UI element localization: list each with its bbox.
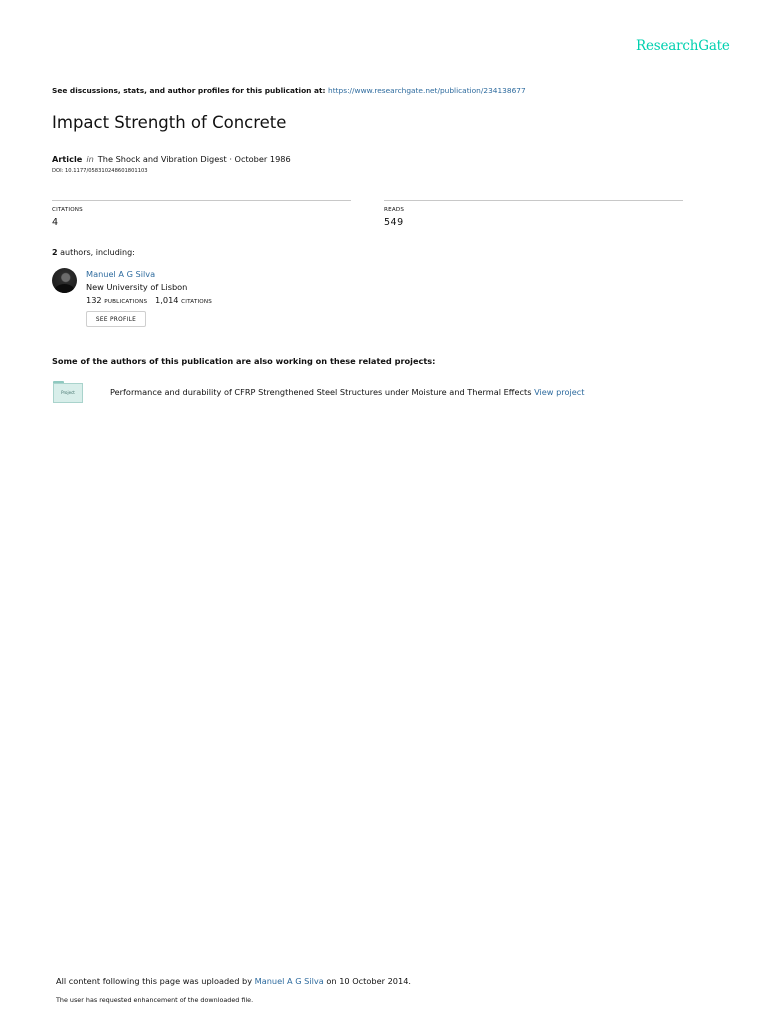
upload-prefix: All content following this page was uploaded by — [56, 976, 255, 986]
author-name-link[interactable]: Manuel A G Silva — [86, 269, 156, 279]
citations-divider — [52, 200, 351, 201]
avatar-silhouette — [55, 284, 74, 293]
project-title: Performance and durability of CFRP Strengthened Steel Structures under Moisture and Thermal Effects — [110, 387, 535, 397]
authors-count: 2 — [52, 248, 58, 257]
view-project-link[interactable]: View project — [534, 387, 585, 397]
project-item — [110, 387, 585, 397]
author-publications-label: PUBLICATIONS — [104, 299, 148, 305]
folder-label: Project — [53, 383, 83, 403]
author-publications-count: 132 — [86, 295, 102, 305]
in-label: in — [86, 154, 94, 164]
reads-label: READS — [384, 207, 405, 213]
upload-suffix: on 10 October 2014. — [323, 976, 412, 986]
related-projects-heading: Some of the authors of this publication are also working on these related projects: — [52, 356, 436, 366]
journal-info: The Shock and Vibration Digest · October 1986 — [97, 154, 291, 164]
authors-heading-text: authors, including: — [57, 248, 135, 257]
publication-title: Impact Strength of Concrete — [52, 113, 287, 132]
see-profile-button[interactable]: SEE PROFILE — [86, 311, 146, 327]
author-citations-label: CITATIONS — [181, 299, 213, 305]
authors-heading — [52, 248, 135, 257]
upload-info — [56, 976, 411, 986]
author-avatar[interactable] — [52, 268, 77, 293]
researchgate-logo[interactable]: ResearchGate — [636, 38, 730, 54]
citations-label: CITATIONS — [52, 207, 83, 213]
author-stats — [86, 295, 212, 305]
citations-value: 4 — [52, 217, 59, 228]
discussion-line — [52, 86, 526, 95]
author-affiliation: New University of Lisbon — [86, 282, 188, 292]
publication-link[interactable]: https://www.researchgate.net/publication/234138677 — [328, 86, 526, 95]
enhancement-note: The user has requested enhancement of the downloaded file. — [56, 996, 254, 1004]
project-folder-icon — [53, 381, 83, 403]
discussion-text: See discussions, stats, and author profiles for this publication at: — [52, 86, 329, 95]
publication-type: Article — [52, 154, 83, 164]
reads-value: 549 — [384, 217, 404, 228]
doi: DOI: 10.1177/058310248601801103 — [52, 168, 148, 174]
uploader-link[interactable]: Manuel A G Silva — [254, 976, 324, 986]
reads-divider — [384, 200, 683, 201]
publication-meta — [52, 154, 291, 164]
author-citations-count: 1,014 — [155, 295, 179, 305]
